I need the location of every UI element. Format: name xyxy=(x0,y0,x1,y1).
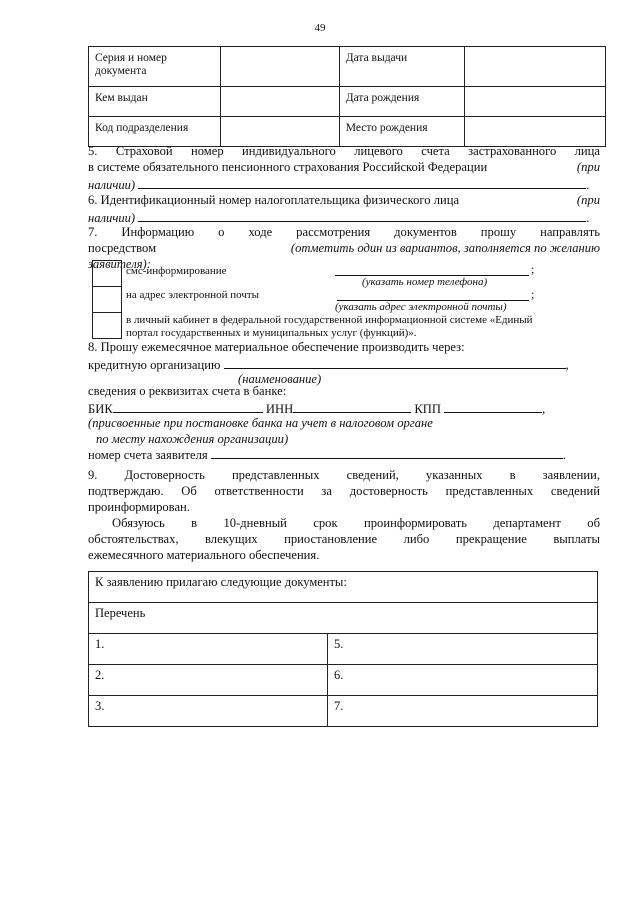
section-5-line: 5. Страховой номер индивидуального лицевого счета застрахованного лица xyxy=(88,144,600,158)
section-8-line xyxy=(88,356,600,374)
snils-field[interactable] xyxy=(138,176,586,189)
attachment-item[interactable]: 7. xyxy=(328,696,598,727)
section-8-text: кредитную организацию xyxy=(88,358,221,372)
table-row xyxy=(89,87,606,117)
document-info-table xyxy=(88,46,606,147)
table-cell: Место рождения xyxy=(339,117,464,147)
table-cell-input[interactable] xyxy=(464,87,605,117)
attachment-item[interactable]: 1. xyxy=(89,634,328,665)
table-row xyxy=(89,572,598,603)
section-6-line: наличии) . xyxy=(88,211,590,225)
portal-checkbox[interactable] xyxy=(92,312,122,339)
section-8-line xyxy=(88,416,600,432)
account-number-field[interactable] xyxy=(211,446,563,459)
sms-option-label: смс-информирование xyxy=(126,265,227,277)
section-8-line: 8. Прошу ежемесячное материальное обеспечение производить через: xyxy=(88,340,465,354)
table-cell: Серия и номер документа xyxy=(89,47,221,87)
table-cell-input[interactable] xyxy=(221,47,340,87)
table-cell-input[interactable] xyxy=(464,47,605,87)
table-row xyxy=(89,665,598,696)
table-cell: Дата выдачи xyxy=(339,47,464,87)
portal-option-line: портал государственных и муниципальных услуг (функций)». xyxy=(126,327,417,339)
table-cell-input[interactable] xyxy=(464,117,605,147)
bank-requisites-hint: по месту нахождения организации) xyxy=(96,432,289,446)
bik-label: БИК xyxy=(88,402,113,416)
section-8-line: сведения о реквизитах счета в банке: xyxy=(88,384,287,398)
section-5-line: наличии) . xyxy=(88,178,590,192)
section-8-line xyxy=(88,400,600,418)
email-field[interactable] xyxy=(337,287,529,301)
attachment-item[interactable]: 2. xyxy=(89,665,328,696)
section-6-text: 6. Идентификационный номер налогоплательщика физического лица xyxy=(88,193,460,207)
page-number: 49 xyxy=(314,22,326,34)
attachments-table xyxy=(88,571,598,727)
phone-hint: (указать номер телефона) xyxy=(362,276,488,288)
portal-option-line: в личный кабинет в федеральной государственной информационной системе «Единый xyxy=(126,314,533,326)
attachment-item[interactable]: 6. xyxy=(328,665,598,696)
table-cell-input[interactable] xyxy=(221,117,340,147)
section-6-hint: (при xyxy=(576,193,600,207)
attachments-header: К заявлению прилагаю следующие документы: xyxy=(89,572,598,603)
table-row xyxy=(89,47,606,87)
section-6-line xyxy=(88,193,600,209)
section-7-hint: (отметить один из вариантов, заполняется по желанию xyxy=(290,241,600,255)
section-8-line xyxy=(88,446,600,464)
table-cell: Код подразделения xyxy=(89,117,221,147)
kpp-label: КПП xyxy=(414,402,441,416)
portal-option-label xyxy=(126,314,598,340)
attachment-item[interactable]: 3. xyxy=(89,696,328,727)
table-row xyxy=(89,603,598,634)
bank-name-field[interactable] xyxy=(224,356,566,369)
bank-inn-field[interactable] xyxy=(293,400,411,413)
bik-field[interactable] xyxy=(113,400,263,413)
section-9-line: подтверждаю. Об ответственности за достоверность представленных сведений xyxy=(88,484,600,498)
bank-name-hint: (наименование) xyxy=(238,372,322,386)
section-9-line: ежемесячного материального обеспечения. xyxy=(88,548,320,562)
section-9-line: Обязуюсь в 10-дневный срок проинформировать департамент об xyxy=(112,516,600,530)
section-9-line: 9. Достоверность представленных сведений, указанных в заявлении, xyxy=(88,468,600,482)
section-6-hint: наличии) xyxy=(88,211,136,225)
section-5-hint: (при xyxy=(576,160,600,174)
section-5-line xyxy=(88,160,600,176)
semicolon: ; xyxy=(531,262,535,276)
comma: , xyxy=(542,402,546,416)
semicolon: ; xyxy=(531,287,535,301)
section-5-hint: наличии) xyxy=(88,178,136,192)
section-7-line: 7. Информацию о ходе рассмотрения документов прошу направлять xyxy=(88,225,600,239)
bank-requisites-hint: (присвоенные при постановке банка на учет в налоговом органе xyxy=(88,416,433,430)
email-option-label: на адрес электронной почты xyxy=(126,289,260,301)
kpp-field[interactable] xyxy=(444,400,542,413)
email-hint: (указать адрес электронной почты) xyxy=(335,301,507,313)
table-row xyxy=(89,696,598,727)
table-cell: Кем выдан xyxy=(89,87,221,117)
attachment-item[interactable]: 5. xyxy=(328,634,598,665)
email-checkbox[interactable] xyxy=(92,286,122,313)
table-cell-input[interactable] xyxy=(221,87,340,117)
section-7-hint: заявителя): xyxy=(88,257,151,271)
inn-label: ИНН xyxy=(265,402,294,416)
section-7-text: посредством xyxy=(88,241,157,255)
section-9-line: проинформирован. xyxy=(88,500,190,514)
section-9-line: обстоятельствах, влекущих приостановление либо прекращение выплаты xyxy=(88,532,600,546)
section-7-line xyxy=(88,241,600,257)
table-row xyxy=(89,117,606,147)
period: . xyxy=(562,448,566,462)
inn-field[interactable] xyxy=(138,209,586,222)
sms-checkbox[interactable] xyxy=(92,260,122,287)
phone-field[interactable] xyxy=(335,262,529,276)
comma: , xyxy=(565,358,569,372)
attachments-list-label: Перечень xyxy=(89,603,598,634)
table-row xyxy=(89,634,598,665)
section-5-text: в системе обязательного пенсионного страхования Российской Федерации xyxy=(88,160,488,174)
section-8-text: номер счета заявителя xyxy=(88,448,208,462)
table-cell: Дата рождения xyxy=(339,87,464,117)
